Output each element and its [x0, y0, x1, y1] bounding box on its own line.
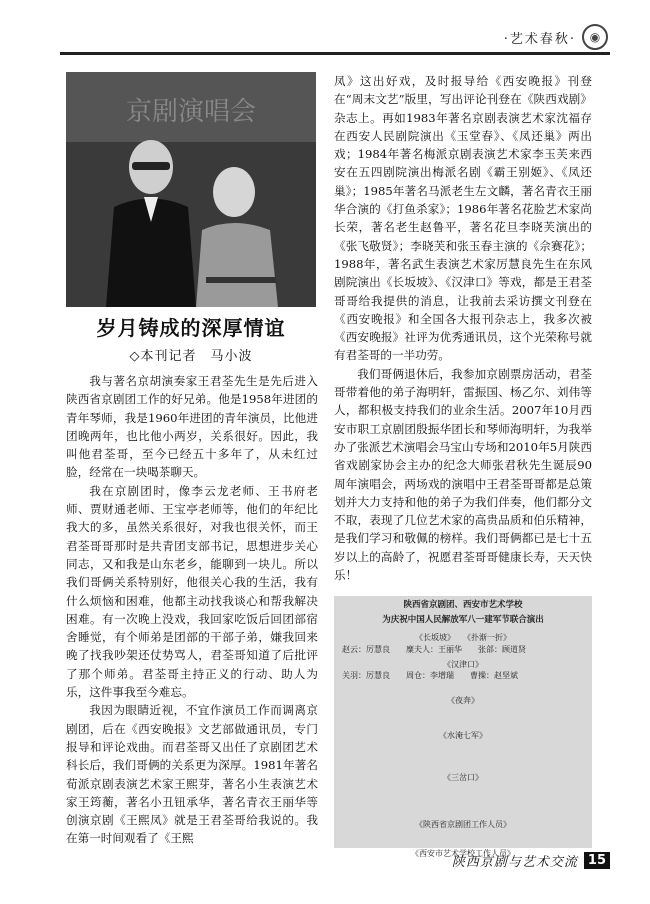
- program-subtitle: 为庆祝中国人民解放军八一建军节联合演出: [382, 615, 544, 626]
- page-number: 15: [584, 852, 610, 869]
- paragraph: 我与著名京胡演奏家王君荃先生是先后进入陕西省京剧团工作的好兄弟。他是1958年进团的青年琴师，我是1960年进团的青年演员，比他进团晚两年，也比他小两岁，关系很好。因此，我叫他君荃哥，至今已经五十多年了，从未红过脸，经常在一块喝茶聊天。: [66, 374, 318, 480]
- program-title: 陕西省京剧团、西安市艺术学校: [403, 600, 523, 610]
- photo-illustration: [66, 72, 316, 307]
- program-row: 赵云：厉慧良 糜夫人：王丽华 张郃：顾道贤: [342, 644, 526, 654]
- page-header: [504, 24, 608, 50]
- emblem-icon: ◉: [582, 24, 608, 50]
- program-row: 《汉津口》: [443, 659, 483, 669]
- program-row: 《长坂坡》 《扑渐一折》: [415, 633, 511, 643]
- paragraph: 我在京剧团时，像李云龙老师、王书府老师、贾财通老师、王宝亭老师等，他们的年纪比我大的多，虽然关系很好，对我也很关怀，而王君荃哥哥那时是共青团支部书记，思想进步关心同志，又和我是山东老乡，能聊到一块儿。所以我们哥俩关系特别好，他很关心我的生活，我有什么烦恼和困难，他都主动找我谈心和帮我解决困难。有一次晚上没戏，我回家吃饭后回团部宿舍睡觉，有个师弟是团部的干部子弟，嫌我回来晚了找我吵架还仗势骂人，君荃哥知道了后批评了那个师弟。君荃哥主持正义的行动、助人为乐，这件事我至今难忘。: [66, 483, 318, 700]
- paragraph: 我们哥俩退休后，我参加京剧票房活动，君荃哥带着他的弟子海明轩，雷振国、杨乙尔、刘伟等人，都积极支持我们的业余生活。2007年10月西安市职工京剧团殷振华团长和琴师海明轩，为我举办了张派艺术演唱会马宝山专场和2010年5月陕西省戏剧家协会主办的纪念大师张君秋先生诞辰90周年演唱会，两场戏的演唱中王君荃哥哥都是总策划并大力支持和他的弟子为我们伴奏，他们都分文不取，表现了几位艺术家的高贵品质和伯乐精神，是我们学习和敬佩的榜样。我们哥俩都已是七十五岁以上的高龄了，祝愿君荃哥哥健康长寿，天天快乐！: [334, 366, 592, 583]
- program-row: 关羽：厉慧良 周仓：李增瑞 曹操：赵坚斌: [342, 671, 518, 681]
- right-column: [334, 72, 592, 583]
- article-photo: [66, 72, 316, 307]
- banner-text: 京剧演唱会: [125, 97, 257, 127]
- paragraph: 我因为眼睛近视，不宜作演员工作而调离京剧团，后在《西安晚报》文艺部做通讯员，专门报导和评论戏曲。而君荃哥又出任了京剧团艺术科长后，我们哥俩的关系更为深厚。1981年著名荀派京剧表演艺术家王熙芽，著名小生表演艺术家王筠蘅，著名小丑钮承华，著名青衣王丽华等创演京剧《王熙凤》就是王君荃哥给我说的。我在第一时间观看了《王熙: [66, 703, 318, 846]
- program-row: 《三岔口》: [443, 772, 483, 782]
- program-row: 《水淹七军》: [439, 731, 487, 741]
- left-column: [66, 372, 318, 846]
- journal-title: 陕西京剧与艺术交流: [451, 855, 578, 870]
- program-row: 《夜奔》: [447, 696, 479, 706]
- section-label: ·艺术春秋·: [503, 31, 576, 47]
- program-image: [334, 596, 592, 859]
- program-row: 《陕西省京剧团工作人员》: [415, 819, 511, 829]
- article-title: 岁月铸成的深厚情谊: [96, 316, 286, 340]
- page-footer: [452, 851, 610, 870]
- article-byline: ◇本刊记者 马小波: [129, 349, 253, 364]
- header-rule: [60, 52, 610, 55]
- paragraph: 凤》这出好戏，及时报导给《西安晚报》刊登在“周末文艺”版里，写出评论刊登在《陕西戏剧》杂志上。再如1983年著名京剧表演艺术家沈福存在西安人民剧院演出《玉堂春》、《凤还巢》两出戏；1984年著名梅派京剧表演艺术家李玉芙来西安在五四剧院演出梅派名剧《霸王别姬》、《凤还巢》；1985年著名马派老生左文麟，著名青衣王丽华合演的《打鱼杀家》；1986年著名花脸艺术家尚长荣，著名老生赵鲁平，著名花旦李晓芙演出的《张飞敬贤》；李晓芙和张玉春主演的《佘赛花》；1988年，著名武生表演艺术家厉慧良先生在东风剧院演出《长坂坡》、《汉津口》等戏，都是王君荃哥哥给我提供的消息，让我前去采访撰文刊登在《西安晚报》和全国各大报刊杂志上，我多次被《西安晚报》社评为优秀通讯员，这个光荣称号就有君荃哥的一半功劳。: [334, 74, 592, 363]
- program-row: 《西安市艺术学校工作人员》: [411, 849, 515, 859]
